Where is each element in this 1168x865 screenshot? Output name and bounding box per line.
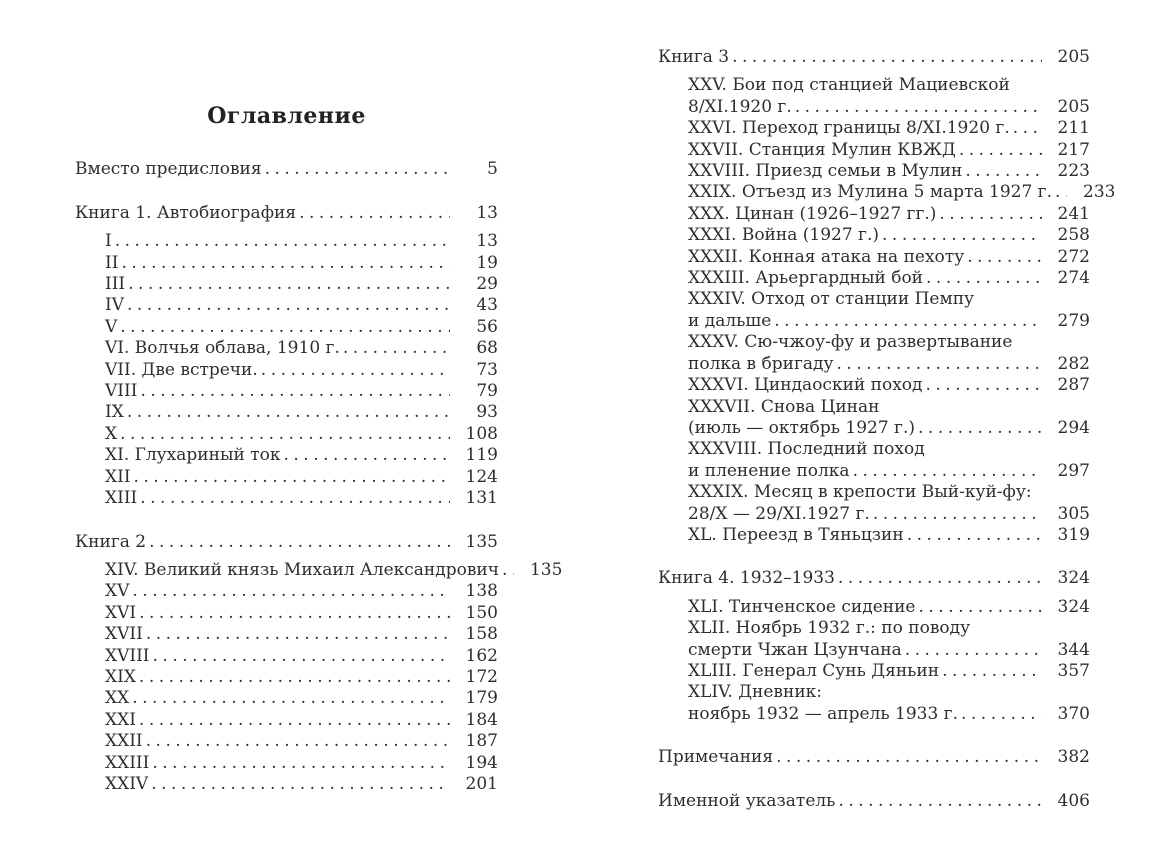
dot-leader	[926, 375, 1042, 396]
toc-entry-label: XXI	[105, 709, 136, 730]
dot-leader	[965, 161, 1041, 182]
dot-leader	[905, 640, 1042, 661]
toc-entry-label: Именной указатель	[658, 790, 836, 811]
dot-leader	[795, 97, 1042, 118]
toc-chapter-entry	[75, 559, 563, 581]
toc-chapter-entry	[75, 295, 498, 316]
toc-entry-line	[105, 774, 498, 795]
toc-entry-line	[658, 47, 1090, 68]
toc-entry-line	[688, 161, 1090, 182]
toc-entry-label: XLIV. Дневник:	[688, 682, 823, 703]
toc-group	[75, 531, 563, 796]
toc-entry-page: 108	[465, 423, 498, 444]
toc-entry-label: XXV. Бои под станцией Мациевской	[688, 75, 1010, 96]
toc-entry-label: II	[105, 252, 119, 273]
toc-chapter-entry	[75, 445, 498, 466]
toc-chapter-entry	[75, 231, 498, 252]
toc-entry-page: 19	[476, 252, 498, 273]
toc-entry-line	[688, 268, 1090, 289]
toc-entry-label: Вместо предисловия	[75, 159, 262, 180]
toc-entry-wrap-line	[688, 289, 1090, 310]
toc-entry-page: 13	[476, 231, 498, 252]
dot-leader	[299, 203, 450, 224]
toc-entry-line	[105, 381, 498, 402]
toc-entry-page: 150	[465, 602, 498, 623]
toc-entry-line	[688, 247, 1090, 268]
toc-entry-label: и дальше	[688, 310, 772, 331]
dot-leader	[838, 791, 1041, 812]
toc-group	[75, 159, 498, 180]
toc-entry-line	[688, 640, 1090, 661]
dot-leader	[283, 445, 449, 466]
dot-leader	[942, 661, 1041, 682]
toc-entry-line	[105, 253, 498, 274]
toc-chapter-entry	[658, 525, 1090, 546]
toc-entry-line	[658, 747, 1090, 768]
dot-leader	[139, 667, 450, 688]
toc-entry-line	[105, 710, 498, 731]
toc-entry-wrap-line	[688, 482, 1090, 503]
toc-entry-label: XVIII	[105, 645, 150, 666]
toc-chapter-entry	[75, 774, 498, 795]
toc-entry-line	[105, 317, 498, 338]
toc-entry-line	[105, 338, 498, 359]
dot-leader	[939, 204, 1041, 225]
toc-entry-page: 73	[476, 359, 498, 380]
toc-entry-page: 162	[465, 645, 498, 666]
toc-entry-label: III	[105, 274, 126, 295]
dot-leader	[146, 624, 450, 645]
toc-chapter-entry	[75, 338, 498, 359]
toc-entry-page: 187	[465, 731, 498, 752]
toc-entry-label: XXX. Цинан (1926–1927 гг.)	[688, 203, 937, 224]
toc-group	[75, 203, 498, 510]
dot-leader	[774, 311, 1041, 332]
dot-leader	[151, 774, 449, 795]
toc-entry-line	[105, 667, 498, 688]
toc-entry-page: 119	[465, 445, 498, 466]
toc-entry-line	[105, 445, 498, 466]
toc-entry-label: XVI	[105, 602, 137, 623]
toc-group	[658, 47, 1116, 546]
toc-entry-page: 201	[465, 773, 498, 794]
dot-leader	[502, 560, 514, 581]
toc-chapter-entry	[75, 710, 498, 731]
toc-entry-line	[688, 182, 1116, 203]
toc-entry-page: 344	[1057, 639, 1090, 660]
toc-entry-label: XLI. Тинченское сидение	[688, 596, 916, 617]
toc-entry-page: 324	[1057, 568, 1090, 589]
dot-leader	[139, 710, 450, 731]
toc-entry-page: 279	[1057, 310, 1090, 331]
toc-entry-wrap-line	[688, 618, 1090, 639]
toc-section-entry	[658, 747, 1090, 768]
toc-entry-label: (июль — октябрь 1927 г.)	[688, 417, 916, 438]
toc-entry-label: XXXIX. Месяц в крепости Вый-куй-фу:	[688, 482, 1032, 503]
toc-entry-line	[688, 311, 1090, 332]
toc-entry-label: IX	[105, 402, 124, 423]
toc-entry-label: XXIII	[105, 752, 150, 773]
toc-entry-label: XV	[105, 581, 130, 602]
toc-entry-page: 68	[476, 338, 498, 359]
toc-entry-page: 158	[465, 624, 498, 645]
toc-chapter-entry	[75, 317, 498, 338]
toc-entry-page: 172	[465, 666, 498, 687]
toc-chapter-entry	[658, 618, 1090, 661]
toc-entry-label: XXXVI. Циндаоский поход	[688, 375, 923, 396]
dot-leader	[140, 488, 449, 509]
toc-chapter-entry	[75, 624, 498, 645]
toc-chapter-entry	[75, 402, 498, 423]
toc-entry-label: XXIV	[105, 773, 149, 794]
dot-leader	[115, 231, 450, 252]
toc-entry-line	[105, 467, 498, 488]
toc-entry-wrap-line	[688, 439, 1090, 460]
toc-entry-line	[688, 504, 1090, 525]
dot-leader	[882, 225, 1042, 246]
dot-leader	[926, 268, 1042, 289]
toc-entry-label: XIV. Великий князь Михаил Александрович	[105, 559, 499, 580]
toc-entry-page: 205	[1057, 96, 1090, 117]
toc-entry-page: 382	[1057, 747, 1090, 768]
toc-chapter-entry	[658, 225, 1090, 246]
toc-section-entry	[75, 159, 498, 180]
toc-entry-label: XXXI. Война (1927 г.)	[688, 225, 880, 246]
toc-entry-label: Книга 1. Автобиография	[75, 202, 297, 223]
toc-entry-page: 217	[1057, 139, 1090, 160]
toc-entry-line	[105, 581, 498, 602]
toc-entry-page: 205	[1057, 47, 1090, 67]
toc-entry-label: V	[105, 316, 118, 337]
toc-entry-page: 258	[1057, 225, 1090, 246]
toc-entry-line	[105, 274, 498, 295]
toc-entry-page: 5	[487, 159, 498, 180]
toc-entry-page: 305	[1057, 503, 1090, 524]
toc-entry-page: 282	[1057, 353, 1090, 374]
toc-entry-page: 194	[465, 752, 498, 773]
toc-entry-label: XXVI. Переход границы 8/XI.1920 г.	[688, 118, 1010, 139]
dot-leader	[128, 274, 450, 295]
toc-entry-label: ноябрь 1932 — апрель 1933 г.	[688, 703, 958, 724]
toc-entry-wrap-line	[688, 332, 1090, 353]
toc-entry-label: и пленение полка	[688, 460, 850, 481]
dot-leader	[961, 704, 1042, 725]
toc-chapter-entry	[658, 247, 1090, 268]
toc-entry-line	[688, 97, 1090, 118]
toc-chapter-entry	[658, 682, 1090, 725]
toc-chapter-entry	[658, 439, 1090, 482]
toc-entry-page: 294	[1057, 417, 1090, 438]
toc-group	[658, 568, 1090, 725]
toc-entry-page: 29	[476, 274, 498, 295]
toc-entry-wrap-line	[688, 397, 1090, 418]
toc-right-column	[658, 47, 1116, 819]
dot-leader	[120, 424, 449, 445]
toc-entry-line	[105, 646, 498, 667]
toc-chapter-entry	[75, 667, 498, 688]
toc-chapter-entry	[75, 646, 498, 667]
dot-leader	[959, 140, 1042, 161]
toc-section-entry	[75, 203, 498, 224]
dot-leader	[132, 688, 449, 709]
dot-leader	[127, 295, 450, 316]
toc-chapter-entry	[75, 688, 498, 709]
toc-entry-line	[658, 791, 1090, 812]
toc-entry-line	[688, 704, 1090, 725]
toc-chapter-entry	[75, 731, 498, 752]
toc-entry-wrap-line	[688, 682, 1090, 703]
toc-group	[658, 791, 1090, 812]
dot-leader	[918, 418, 1042, 439]
toc-entry-page: 131	[465, 488, 498, 509]
toc-chapter-entry	[658, 597, 1090, 618]
toc-entry-label: XIII	[105, 488, 138, 509]
toc-entry-line	[105, 753, 498, 774]
toc-entry-line	[688, 140, 1090, 161]
toc-entry-label: 28/X — 29/XI.1927 г.	[688, 503, 870, 524]
toc-entry-line	[688, 461, 1090, 482]
dot-leader	[132, 581, 449, 602]
dot-leader	[146, 731, 450, 752]
toc-entry-line	[75, 159, 498, 180]
toc-chapter-entry	[658, 332, 1090, 375]
page-title: Оглавление	[207, 103, 366, 129]
toc-entry-label: IV	[105, 295, 124, 316]
toc-entry-line	[688, 597, 1090, 618]
toc-chapter-entry	[75, 253, 498, 274]
toc-entry-line	[658, 568, 1090, 589]
toc-entry-page: 223	[1057, 161, 1090, 182]
toc-entry-line	[105, 231, 498, 252]
dot-leader	[919, 597, 1042, 618]
toc-entry-label: Книга 4. 1932–1933	[658, 568, 835, 589]
toc-entry-label: XXXIII. Арьергардный бой	[688, 268, 924, 289]
dot-leader	[836, 354, 1041, 375]
toc-entry-label: XXVII. Станция Мулин КВЖД	[688, 139, 956, 160]
toc-entry-line	[75, 203, 498, 224]
dot-leader	[838, 568, 1042, 589]
toc-entry-page: 13	[476, 202, 498, 223]
toc-entry-line	[105, 603, 498, 624]
toc-entry-page: 272	[1057, 246, 1090, 267]
toc-section-entry	[75, 532, 498, 553]
toc-entry-page: 184	[465, 709, 498, 730]
dot-leader	[149, 532, 449, 553]
toc-entry-page: 297	[1057, 460, 1090, 481]
toc-section-entry	[658, 568, 1090, 589]
toc-entry-line	[105, 731, 498, 752]
dot-leader	[261, 360, 450, 381]
toc-section-entry	[658, 791, 1090, 812]
toc-entry-line	[688, 661, 1090, 682]
toc-entry-label: VI. Волчья облава, 1910 г.	[105, 338, 340, 359]
toc-entry-page: 135	[465, 531, 498, 552]
toc-entry-page: 56	[476, 316, 498, 337]
toc-entry-label: XXVIII. Приезд семьи в Мулин	[688, 161, 963, 182]
toc-chapter-entry	[75, 753, 498, 774]
toc-entry-page: 93	[476, 402, 498, 423]
toc-entry-label: XX	[105, 688, 130, 709]
toc-entry-page: 274	[1057, 268, 1090, 289]
toc-chapter-entry	[658, 375, 1090, 396]
toc-entry-page: 135	[529, 559, 563, 580]
toc-entry-page: 179	[465, 688, 498, 709]
toc-left-column	[75, 103, 563, 795]
toc-entry-line	[688, 375, 1090, 396]
toc-chapter-entry	[75, 603, 498, 624]
toc-entry-label: Книга 2	[75, 531, 147, 552]
toc-chapter-entry	[658, 397, 1090, 440]
dot-leader	[732, 47, 1041, 68]
toc-entry-page: 211	[1057, 118, 1090, 139]
toc-chapter-entry	[75, 381, 498, 402]
toc-entry-label: VII. Две встречи.	[105, 359, 258, 380]
dot-leader	[139, 603, 449, 624]
toc-entry-label: XIX	[105, 666, 136, 687]
toc-entry-wrap-line	[688, 75, 1090, 96]
dot-leader	[134, 467, 450, 488]
toc-entry-line	[688, 225, 1090, 246]
dot-leader	[967, 247, 1041, 268]
toc-chapter-entry	[658, 182, 1116, 203]
toc-chapter-entry	[75, 581, 498, 602]
toc-chapter-entry	[75, 424, 498, 445]
dot-leader	[1013, 118, 1042, 139]
dot-leader	[907, 525, 1042, 546]
dot-leader	[776, 747, 1041, 768]
toc-chapter-entry	[658, 268, 1090, 289]
toc-chapter-entry	[658, 204, 1090, 225]
toc-entry-page: 370	[1057, 703, 1090, 724]
toc-entry-page: 324	[1057, 596, 1090, 617]
toc-entry-line	[688, 118, 1090, 139]
dot-leader	[153, 646, 450, 667]
toc-entry-label: XXIX. Отъезд из Мулина 5 марта 1927 г.	[688, 182, 1052, 203]
dot-leader	[121, 253, 450, 274]
toc-entry-page: 357	[1057, 660, 1090, 681]
toc-entry-label: XVII	[105, 624, 143, 645]
toc-entry-line	[688, 525, 1090, 546]
toc-entry-label: XL. Переезд в Тяньцзин	[688, 524, 904, 545]
toc-chapter-entry	[658, 161, 1090, 182]
dot-leader	[265, 159, 450, 180]
toc-chapter-entry	[658, 75, 1090, 118]
toc-entry-page: 79	[476, 381, 498, 402]
dot-leader	[152, 753, 449, 774]
toc-entry-label: X	[105, 423, 118, 444]
toc-right-entries	[658, 47, 1116, 812]
toc-entry-label: XXII	[105, 731, 143, 752]
toc-chapter-entry	[75, 274, 498, 295]
toc-entry-label: полка в бригаду	[688, 353, 834, 374]
toc-chapter-entry	[658, 140, 1090, 161]
toc-chapter-entry	[658, 661, 1090, 682]
toc-entry-page: 241	[1057, 203, 1090, 224]
toc-entry-line	[688, 204, 1090, 225]
toc-chapter-entry	[658, 118, 1090, 139]
toc-entry-label: XII	[105, 466, 131, 487]
toc-entry-line	[105, 688, 498, 709]
toc-entry-label: XXXVIII. Последний поход	[688, 439, 925, 460]
toc-entry-page: 233	[1083, 182, 1116, 203]
toc-entry-label: XI. Глухариный ток	[105, 445, 281, 466]
dot-leader	[120, 317, 450, 338]
toc-entry-label: 8/XI.1920 г.	[688, 96, 792, 117]
toc-left-entries	[75, 159, 563, 795]
toc-entry-page: 124	[465, 466, 498, 487]
toc-entry-line	[105, 402, 498, 423]
dot-leader	[127, 402, 450, 423]
toc-entry-label: XXXVII. Снова Цинан	[688, 396, 880, 417]
toc-entry-label: XXXIV. Отход от станции Пемпу	[688, 289, 975, 310]
toc-entry-label: смерти Чжан Цзунчана	[688, 639, 902, 660]
toc-entry-line	[105, 424, 498, 445]
toc-entry-line	[688, 418, 1090, 439]
toc-entry-page: 287	[1057, 375, 1090, 396]
toc-group	[658, 747, 1090, 768]
toc-entry-line	[105, 624, 498, 645]
dot-leader	[1055, 182, 1067, 203]
toc-entry-label: XXXII. Конная атака на пехоту	[688, 246, 965, 267]
toc-chapter-entry	[658, 289, 1090, 332]
toc-entry-label: VIII	[105, 381, 138, 402]
toc-entry-line	[75, 532, 498, 553]
toc-entry-line	[105, 488, 498, 509]
toc-chapter-entry	[75, 488, 498, 509]
toc-entry-label: Примечания	[658, 747, 774, 768]
toc-entry-label: XLII. Ноябрь 1932 г.: по поводу	[688, 618, 971, 639]
toc-chapter-entry	[75, 360, 498, 381]
dot-leader	[343, 338, 450, 359]
toc-entry-page: 138	[465, 581, 498, 602]
toc-entry-label: I	[105, 231, 112, 252]
dot-leader	[140, 381, 450, 402]
toc-section-entry	[658, 47, 1090, 68]
toc-entry-line	[105, 360, 498, 381]
toc-entry-page: 319	[1057, 524, 1090, 545]
toc-entry-line	[105, 559, 563, 581]
toc-entry-label: Книга 3	[658, 47, 730, 67]
toc-entry-line	[688, 354, 1090, 375]
toc-chapter-entry	[75, 467, 498, 488]
toc-entry-page: 43	[476, 295, 498, 316]
dot-leader	[873, 504, 1042, 525]
toc-chapter-entry	[658, 482, 1090, 525]
toc-entry-line	[105, 295, 498, 316]
dot-leader	[853, 461, 1042, 482]
toc-entry-label: XXXV. Сю-чжоу-фу и развертывание	[688, 332, 1013, 353]
toc-entry-label: XLIII. Генерал Сунь Дяньин	[688, 660, 940, 681]
toc-entry-page: 406	[1057, 790, 1090, 811]
